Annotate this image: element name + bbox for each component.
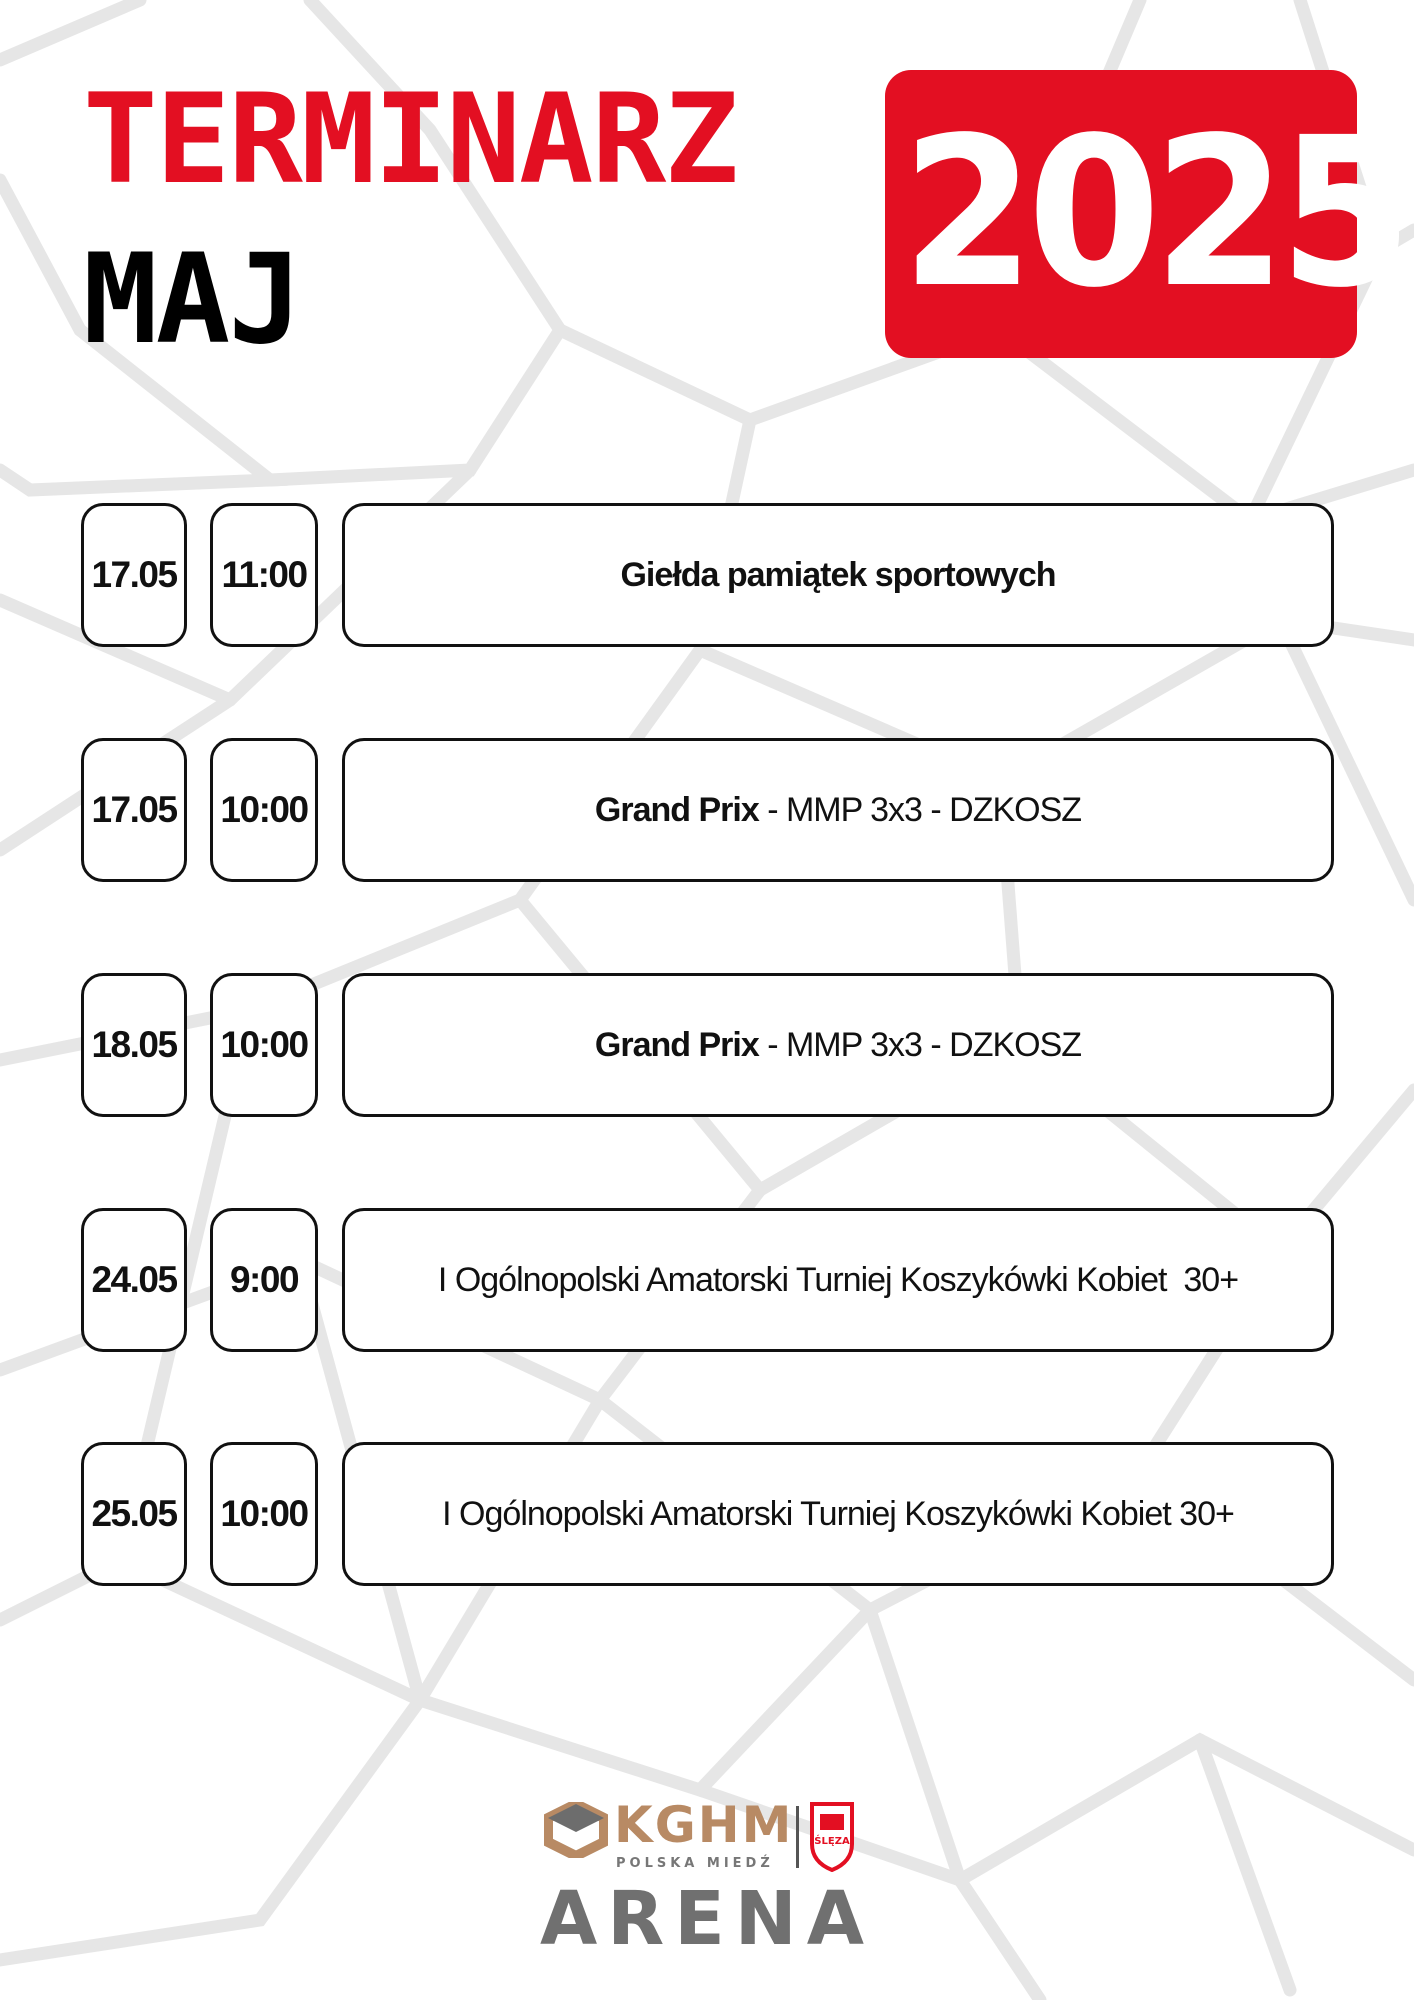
event-description [342,1442,1334,1586]
event-row [0,1208,1414,1352]
event-time-label: 10:00 [220,1493,308,1534]
event-date [81,738,187,882]
event-date-label: 17.05 [91,554,177,595]
month-heading: MAJ [83,228,301,372]
event-description [342,503,1334,647]
event-time-label: 11:00 [221,554,307,595]
event-row [0,738,1414,882]
event-description [342,1208,1334,1352]
logo-brand-sub: POLSKA MIEDŹ [616,1856,774,1871]
event-time-label: 10:00 [220,1024,308,1065]
event-date [81,1442,187,1586]
event-time [210,1442,318,1586]
event-date [81,503,187,647]
event-date-label: 17.05 [91,789,177,830]
event-title-bold: Grand Prix [594,1025,759,1064]
event-row [0,1442,1414,1586]
event-row [0,973,1414,1117]
event-date-label: 24.05 [91,1259,177,1300]
event-time-label: 10:00 [220,789,308,830]
logo-venue: ARENA [540,1876,875,1962]
sleza-crest-icon [808,1800,856,1872]
event-title-rest: - MMP 3x3 - DZKOSZ [758,1025,1082,1064]
event-title-rest: I Ogólnopolski Amatorski Turniej Koszykówki Kobiet 30+ [437,1260,1239,1299]
event-time [210,1208,318,1352]
year-badge [885,70,1405,358]
event-title-bold: Giełda pamiątek sportowych [620,555,1056,594]
event-time [210,503,318,647]
event-date [81,1208,187,1352]
event-time-label: 9:00 [229,1259,299,1300]
year-label: 2025 [901,93,1405,333]
event-time [210,973,318,1117]
event-date-label: 25.05 [91,1493,177,1534]
event-date-label: 18.05 [91,1024,177,1065]
page-title: TERMINARZ [83,68,737,212]
event-title-rest: I Ogólnopolski Amatorski Turniej Koszykówki Kobiet 30+ [442,1494,1234,1533]
event-description [342,973,1334,1117]
event-description [342,738,1334,882]
kghm-arena-logo [540,1796,880,1980]
logo-brand: KGHM [614,1796,794,1854]
event-title-bold: Grand Prix [594,790,759,829]
event-row [0,503,1414,647]
kghm-hexagon-icon [544,1802,608,1858]
svg-text:ŚLĘZA: ŚLĘZA [814,1836,850,1847]
event-title-rest: - MMP 3x3 - DZKOSZ [758,790,1082,829]
event-date [81,973,187,1117]
logo-divider [796,1806,799,1868]
event-time [210,738,318,882]
